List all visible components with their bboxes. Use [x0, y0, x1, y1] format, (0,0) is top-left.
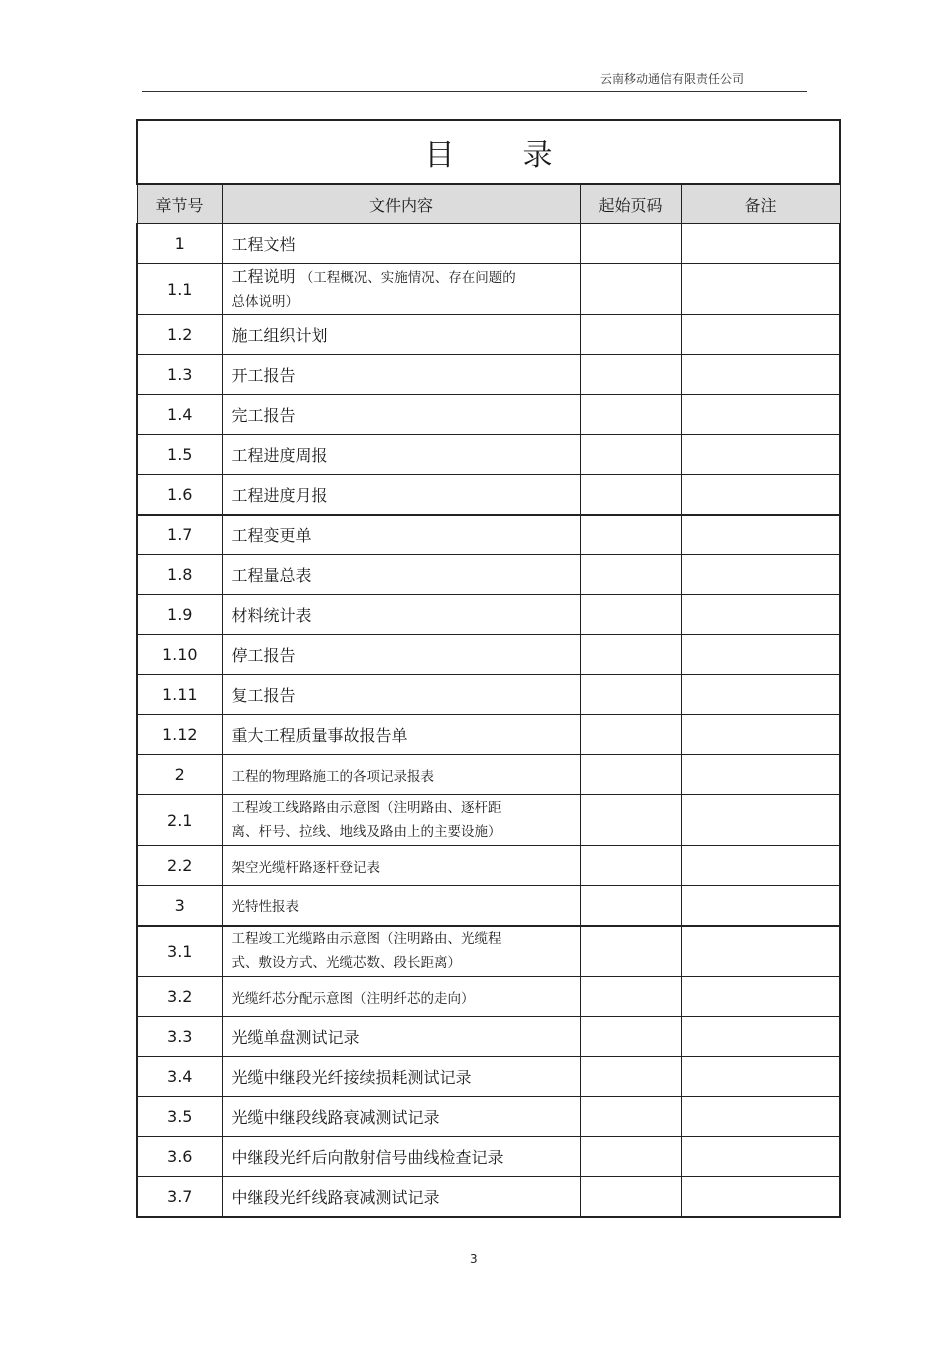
table-row	[137, 846, 840, 886]
section-number: 1.8	[137, 555, 222, 595]
table-row	[137, 435, 840, 475]
remarks-cell	[681, 595, 840, 635]
table-row	[137, 1057, 840, 1097]
start-page-cell	[580, 977, 681, 1017]
document-title: 材料统计表	[222, 595, 580, 635]
start-page-cell	[580, 1177, 681, 1217]
document-title: 中继段光纤后向散射信号曲线检查记录	[222, 1137, 580, 1177]
section-number: 1	[137, 224, 222, 264]
table-row	[137, 355, 840, 395]
page-number: 3	[470, 1252, 478, 1266]
section-number: 1.9	[137, 595, 222, 635]
section-number: 1.3	[137, 355, 222, 395]
start-page-cell	[580, 435, 681, 475]
table-row	[137, 264, 840, 315]
table-row	[137, 1137, 840, 1177]
section-number: 3.7	[137, 1177, 222, 1217]
remarks-cell	[681, 1097, 840, 1137]
toc-header-row	[137, 184, 840, 224]
start-page-cell	[580, 595, 681, 635]
table-row	[137, 675, 840, 715]
remarks-cell	[681, 475, 840, 515]
remarks-cell	[681, 1137, 840, 1177]
section-number: 1.6	[137, 475, 222, 515]
remarks-cell	[681, 395, 840, 435]
document-title: 复工报告	[222, 675, 580, 715]
toc-title	[137, 120, 840, 184]
remarks-cell	[681, 515, 840, 555]
section-number: 1.4	[137, 395, 222, 435]
section-number: 3.4	[137, 1057, 222, 1097]
table-row	[137, 795, 840, 846]
remarks-cell	[681, 675, 840, 715]
start-page-cell	[580, 395, 681, 435]
document-title-line2: 式、敷设方式、光缆芯数、段长距离）	[231, 955, 461, 972]
start-page-cell	[580, 715, 681, 755]
section-number: 1.10	[137, 635, 222, 675]
document-title: 工程文档	[222, 224, 580, 264]
start-page-cell	[580, 635, 681, 675]
toc-table	[136, 119, 841, 1218]
table-row	[137, 475, 840, 515]
start-page-cell	[580, 355, 681, 395]
table-row	[137, 224, 840, 264]
section-number: 2	[137, 755, 222, 795]
remarks-cell	[681, 886, 840, 926]
document-title: 工程进度周报	[222, 435, 580, 475]
remarks-cell	[681, 224, 840, 264]
remarks-cell	[681, 755, 840, 795]
document-title: 光缆单盘测试记录	[222, 1017, 580, 1057]
document-title: 工程的物理路施工的各项记录报表	[222, 755, 580, 795]
document-title: 停工报告	[222, 635, 580, 675]
start-page-cell	[580, 515, 681, 555]
remarks-cell	[681, 635, 840, 675]
remarks-cell	[681, 926, 840, 977]
document-title: 光缆纤芯分配示意图（注明纤芯的走向）	[222, 977, 580, 1017]
start-page-cell	[580, 555, 681, 595]
table-row	[137, 595, 840, 635]
col-header-content: 文件内容	[222, 184, 580, 224]
table-row	[137, 635, 840, 675]
start-page-cell	[580, 224, 681, 264]
section-number: 1.2	[137, 315, 222, 355]
remarks-cell	[681, 435, 840, 475]
document-title	[222, 926, 580, 977]
section-number: 1.12	[137, 715, 222, 755]
table-row	[137, 1017, 840, 1057]
document-title: 中继段光纤线路衰减测试记录	[222, 1177, 580, 1217]
header-rule	[142, 91, 807, 92]
document-title: 工程变更单	[222, 515, 580, 555]
toc-title-left: 目	[424, 138, 455, 173]
table-row	[137, 395, 840, 435]
document-title-line1: 工程竣工光缆路由示意图（注明路由、光缆程	[231, 931, 502, 948]
document-title	[222, 264, 580, 315]
document-title-note: （工程概况、实施情况、存在问题的	[299, 269, 516, 286]
table-row	[137, 977, 840, 1017]
table-row	[137, 715, 840, 755]
section-number: 1.11	[137, 675, 222, 715]
section-number: 3.2	[137, 977, 222, 1017]
start-page-cell	[580, 846, 681, 886]
document-title: 施工组织计划	[222, 315, 580, 355]
section-number: 3.6	[137, 1137, 222, 1177]
start-page-cell	[580, 1137, 681, 1177]
header-company-name: 云南移动通信有限责任公司	[600, 72, 745, 86]
remarks-cell	[681, 1057, 840, 1097]
start-page-cell	[580, 795, 681, 846]
remarks-cell	[681, 846, 840, 886]
start-page-cell	[580, 1097, 681, 1137]
start-page-cell	[580, 475, 681, 515]
remarks-cell	[681, 795, 840, 846]
section-number: 3.5	[137, 1097, 222, 1137]
document-title	[222, 795, 580, 846]
document-title: 架空光缆杆路逐杆登记表	[222, 846, 580, 886]
document-title: 工程进度月报	[222, 475, 580, 515]
toc-title-right: 录	[522, 138, 553, 173]
document-title: 开工报告	[222, 355, 580, 395]
start-page-cell	[580, 264, 681, 315]
start-page-cell	[580, 926, 681, 977]
table-row	[137, 1177, 840, 1217]
section-number: 3.3	[137, 1017, 222, 1057]
section-number: 2.1	[137, 795, 222, 846]
remarks-cell	[681, 315, 840, 355]
remarks-cell	[681, 355, 840, 395]
section-number: 1.7	[137, 515, 222, 555]
section-number: 1.1	[137, 264, 222, 315]
section-number: 3.1	[137, 926, 222, 977]
table-row	[137, 886, 840, 926]
start-page-cell	[580, 675, 681, 715]
remarks-cell	[681, 555, 840, 595]
start-page-cell	[580, 886, 681, 926]
section-number: 2.2	[137, 846, 222, 886]
section-number: 3	[137, 886, 222, 926]
start-page-cell	[580, 1057, 681, 1097]
table-row	[137, 1097, 840, 1137]
remarks-cell	[681, 715, 840, 755]
col-header-section: 章节号	[137, 184, 222, 224]
col-header-remarks: 备注	[681, 184, 840, 224]
document-title-line1: 工程竣工线路路由示意图（注明路由、逐杆距	[231, 800, 502, 816]
col-header-start-page: 起始页码	[580, 184, 681, 224]
table-row	[137, 315, 840, 355]
start-page-cell	[580, 755, 681, 795]
document-title: 光缆中继段线路衰减测试记录	[222, 1097, 580, 1137]
document-title: 光缆中继段光纤接续损耗测试记录	[222, 1057, 580, 1097]
start-page-cell	[580, 1017, 681, 1057]
table-row	[137, 755, 840, 795]
document-title: 工程量总表	[222, 555, 580, 595]
remarks-cell	[681, 977, 840, 1017]
document-title-line2: 总体说明）	[231, 293, 299, 310]
table-row	[137, 515, 840, 555]
start-page-cell	[580, 315, 681, 355]
document-title-line2: 离、杆号、拉线、地线及路由上的主要设施）	[231, 824, 502, 840]
remarks-cell	[681, 1177, 840, 1217]
remarks-cell	[681, 264, 840, 315]
table-row	[137, 926, 840, 977]
document-title: 光特性报表	[222, 886, 580, 926]
table-row	[137, 555, 840, 595]
remarks-cell	[681, 1017, 840, 1057]
document-title: 重大工程质量事故报告单	[222, 715, 580, 755]
section-number: 1.5	[137, 435, 222, 475]
document-title: 完工报告	[222, 395, 580, 435]
document-title-main: 工程说明	[231, 266, 296, 286]
